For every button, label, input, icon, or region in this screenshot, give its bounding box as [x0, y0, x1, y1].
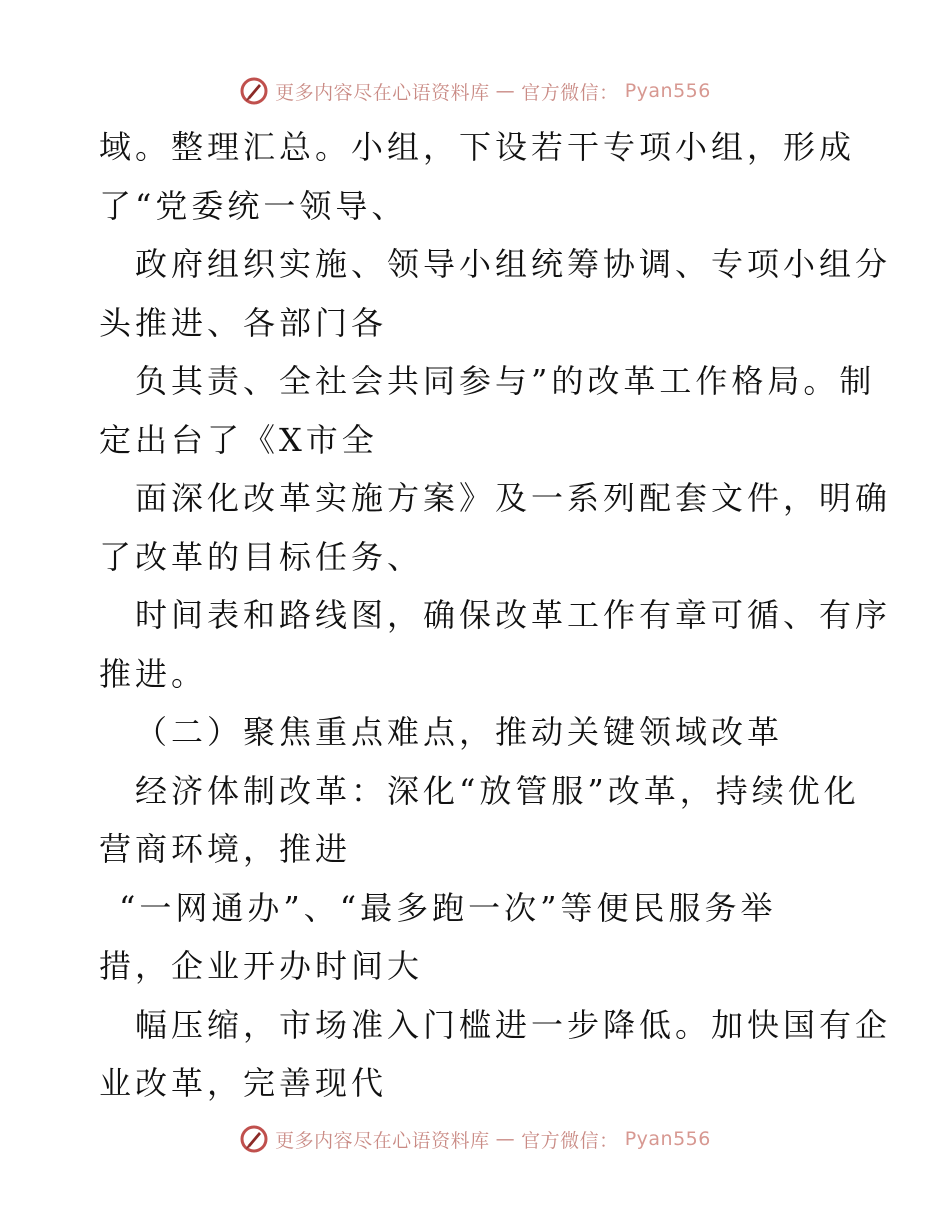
text-line: 域。整理汇总。小组，下设若干专项小组，形成: [99, 128, 856, 166]
watermark-dash: —: [495, 1128, 516, 1150]
text-line: 面深化改革实施方案》及一系列配套文件，明确: [135, 479, 892, 517]
document-body: [99, 118, 892, 1113]
watermark-label: 官方微信：: [521, 1129, 619, 1152]
quill-seal-icon: [239, 1124, 269, 1154]
watermark-label: 官方微信：: [521, 81, 619, 104]
text-line: 推进。: [99, 654, 208, 693]
watermark-footer: [0, 1119, 950, 1159]
watermark-dash: —: [495, 80, 516, 102]
text-line: “一网通办”、“最多跑一次”等便民服务举: [119, 888, 777, 927]
text-line: 幅压缩，市场准入门槛进一步降低。加快国有企: [135, 1005, 892, 1044]
watermark-handle: Pyan556: [624, 80, 711, 102]
watermark-text: 更多内容尽在心语资料库: [275, 81, 490, 104]
quill-seal-icon: [239, 76, 269, 106]
text-line: 定出台了《X市全: [99, 420, 378, 459]
text-line: 了“党委统一领导、: [99, 186, 408, 225]
watermark-text: 更多内容尽在心语资料库: [275, 1129, 490, 1152]
text-line: 时间表和路线图，确保改革工作有章可循、有序: [135, 596, 892, 634]
text-line: 营商环境，推进: [99, 830, 352, 868]
text-line: 政府组织实施、领导小组统筹协调、专项小组分: [135, 245, 892, 283]
section-heading: （二）聚焦重点难点，推动关键领域改革: [135, 713, 784, 751]
text-line: 措，企业开办时间大: [99, 947, 424, 985]
text-line: 业改革，完善现代: [99, 1064, 388, 1102]
text-line: 负其责、全社会共同参与”的改革工作格局。制: [135, 362, 876, 400]
text-line: 头推进、各部门各: [99, 303, 388, 342]
text-line: 经济体制改革：深化“放管服”改革，持续优化: [135, 771, 860, 810]
watermark-handle: Pyan556: [624, 1128, 711, 1150]
text-line: 了改革的目标任务、: [99, 537, 424, 576]
watermark-header: [0, 71, 950, 111]
